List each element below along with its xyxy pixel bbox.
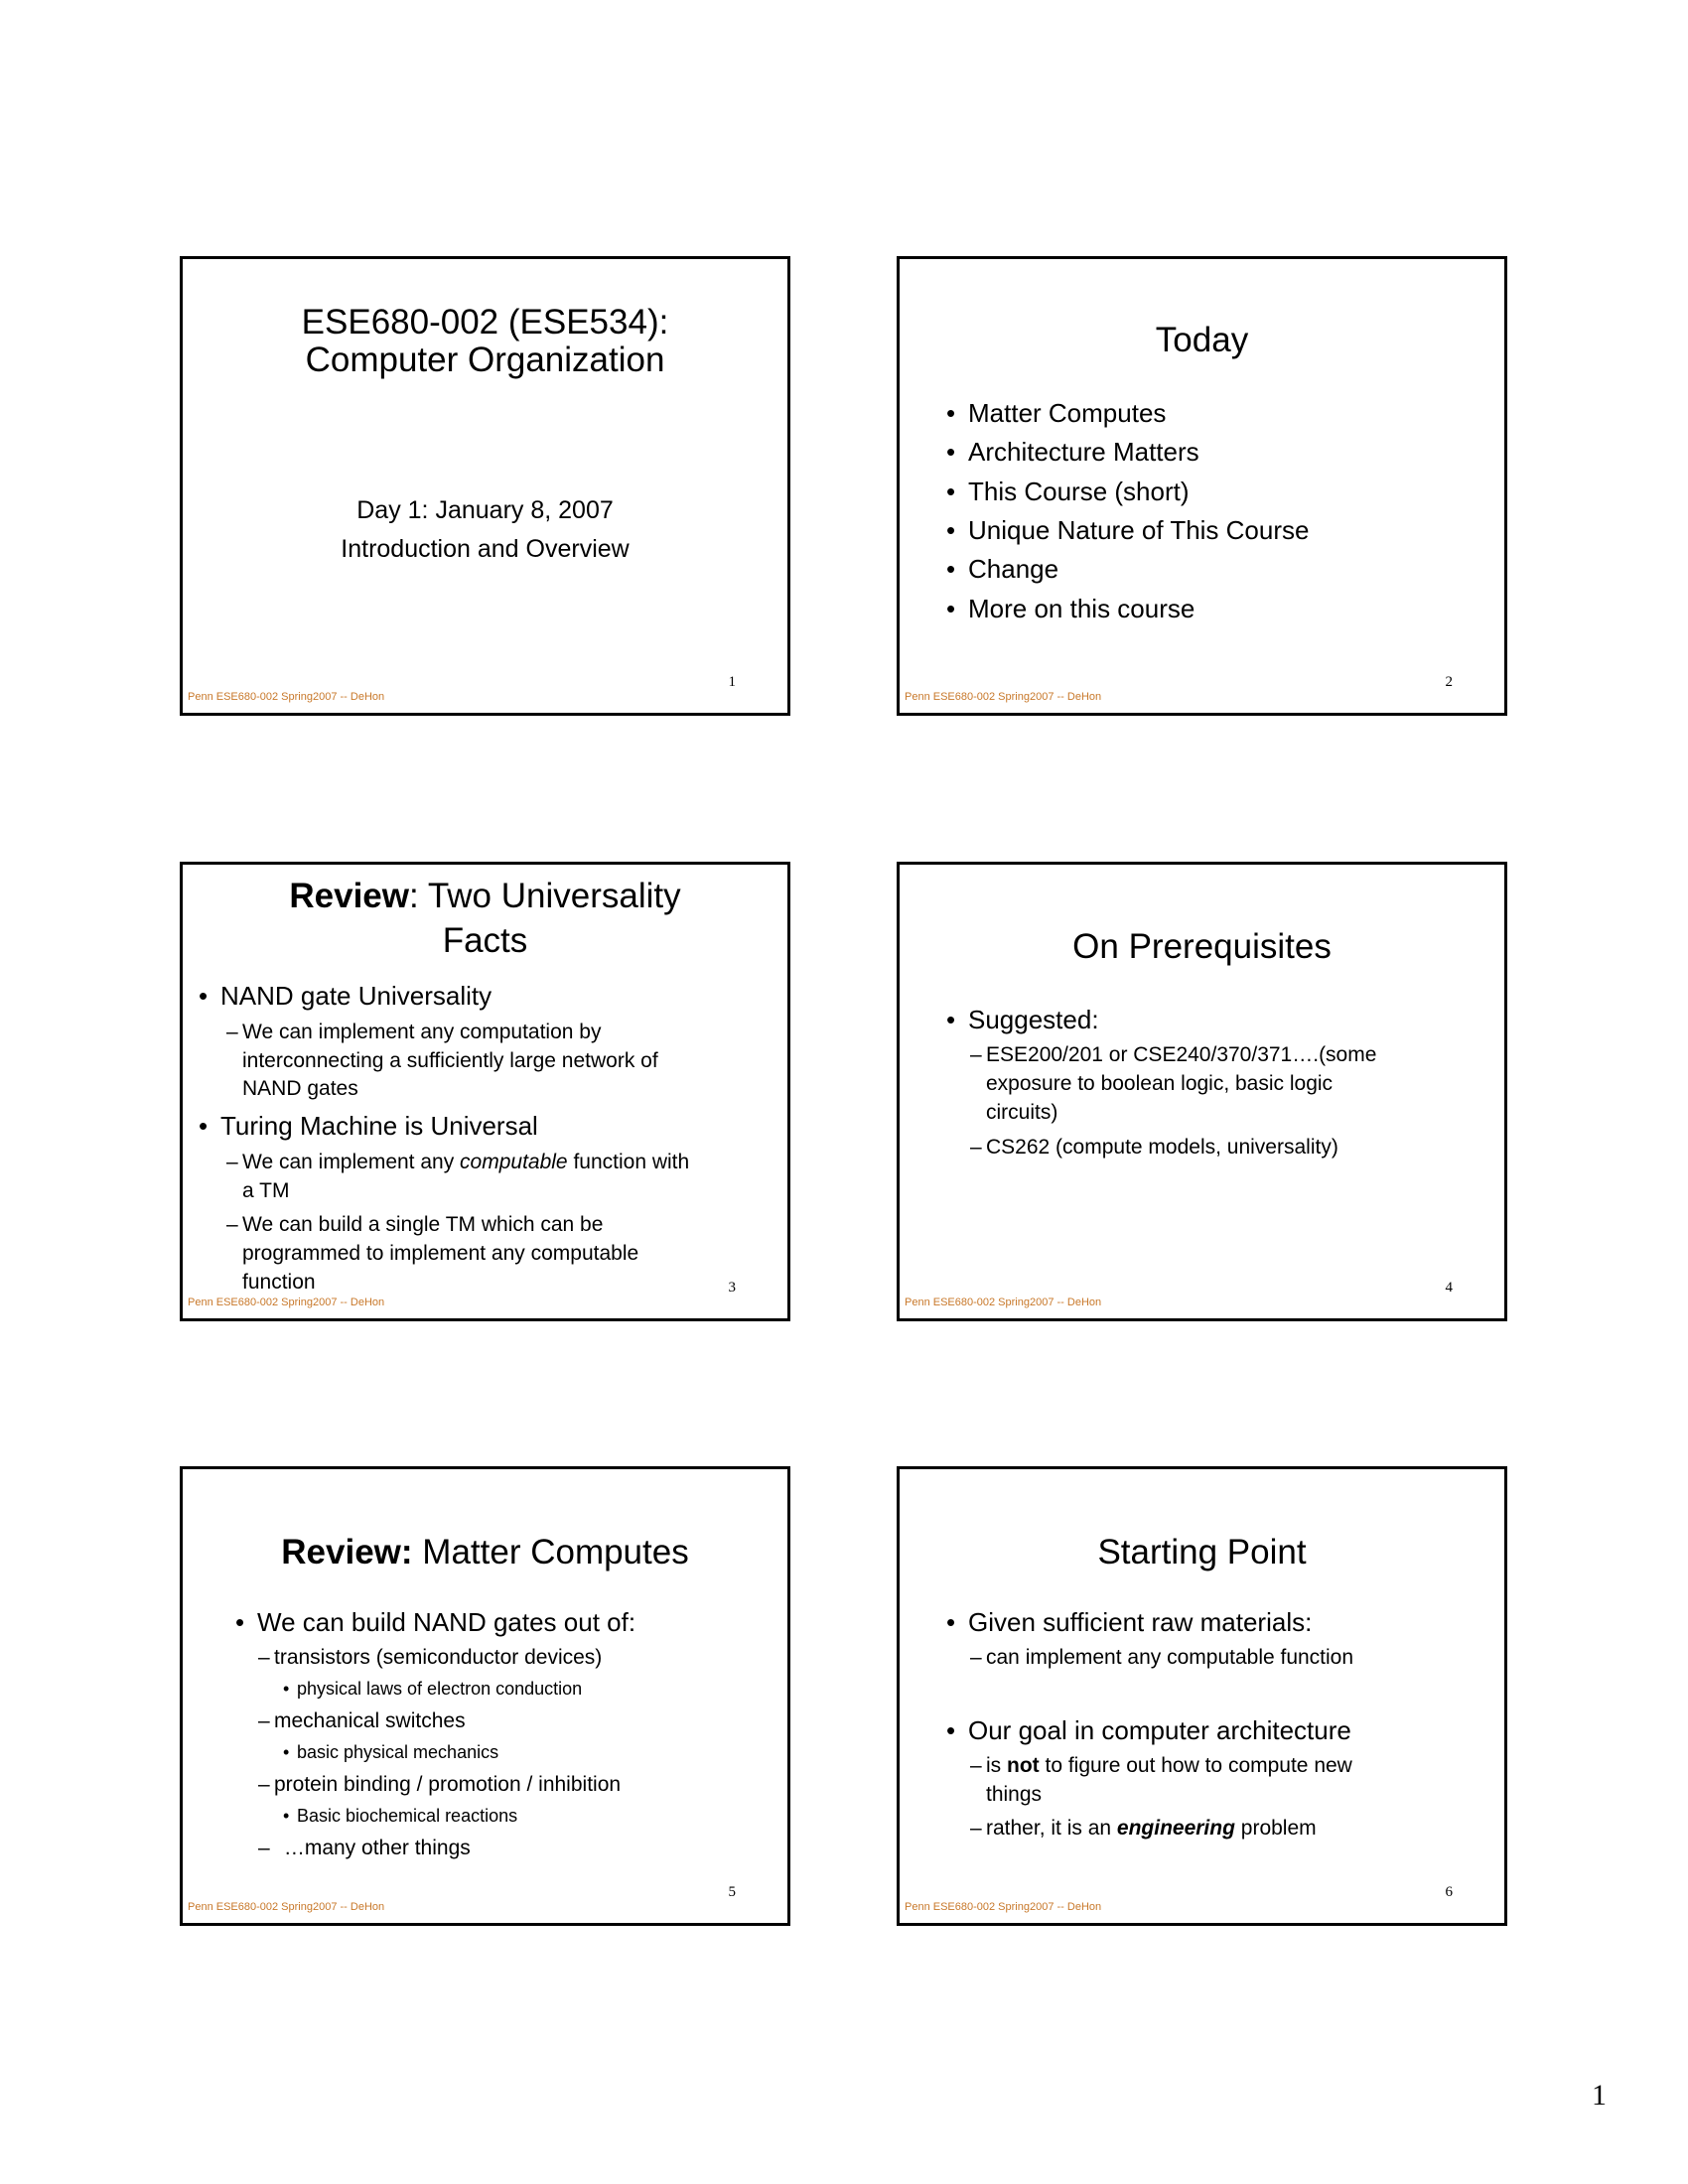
- slide-number: 5: [728, 1884, 736, 1900]
- sub-bullet-item: – rather, it is an engineering problem: [970, 1817, 1317, 1840]
- bullet-item: • Matter Computes: [946, 398, 1167, 428]
- slide-subtitle-topic: Introduction and Overview: [341, 535, 630, 563]
- slide-footer: Penn ESE680-002 Spring2007 -- DeHon: [188, 1901, 385, 1913]
- slide-title: On Prerequisites: [1072, 927, 1332, 966]
- sub-bullet-item: – mechanical switches: [258, 1709, 466, 1732]
- bullet-icon: •: [946, 477, 956, 506]
- sub-bullet-item: – We can implement any computable function with: [226, 1151, 690, 1173]
- sub-bullet-continuation: exposure to boolean logic, basic logic: [986, 1072, 1334, 1095]
- dash-icon: –: [970, 1754, 982, 1777]
- bullet-item: • Architecture Matters: [946, 437, 1199, 467]
- dash-icon: –: [258, 1646, 270, 1669]
- bullet-item: • We can build NAND gates out of:: [235, 1607, 636, 1637]
- bullet-icon: •: [946, 594, 956, 623]
- slide-subtitle-date: Day 1: January 8, 2007: [356, 496, 614, 524]
- bullet-icon: •: [946, 1715, 956, 1745]
- slide-6: [897, 1466, 1507, 1926]
- sub-bullet-item: – We can implement any computation by: [226, 1021, 602, 1043]
- slide-title-line-2: Facts: [442, 921, 528, 960]
- slide-number: 6: [1445, 1884, 1453, 1900]
- sub-bullet-continuation: things: [986, 1783, 1043, 1806]
- bullet-item: • More on this course: [946, 594, 1196, 623]
- sub-bullet-item: – ESE200/201 or CSE240/370/371….(some: [970, 1043, 1377, 1066]
- slide-title-line-1: ESE680-002 (ESE534):: [301, 303, 669, 341]
- dash-icon: –: [226, 1021, 238, 1043]
- bullet-icon: •: [946, 437, 956, 467]
- slide-title-line-1: Review: Two Universality: [289, 877, 681, 915]
- slide-footer: Penn ESE680-002 Spring2007 -- DeHon: [905, 691, 1102, 703]
- sub-sub-bullet-item: • Basic biochemical reactions: [283, 1806, 518, 1826]
- slide-footer: Penn ESE680-002 Spring2007 -- DeHon: [905, 1297, 1102, 1308]
- slide-title: Review: Matter Computes: [281, 1533, 689, 1571]
- dash-icon: –: [970, 1817, 982, 1840]
- slide-footer: Penn ESE680-002 Spring2007 -- DeHon: [188, 1297, 385, 1308]
- bullet-item: • Given sufficient raw materials:: [946, 1607, 1313, 1637]
- sub-bullet-item: – We can build a single TM which can be: [226, 1213, 604, 1236]
- sub-bullet-item: – is not to figure out how to compute new: [970, 1754, 1352, 1777]
- bullet-item: • Turing Machine is Universal: [199, 1111, 538, 1141]
- sub-bullet-continuation: NAND gates: [242, 1077, 358, 1100]
- bullet-icon: •: [946, 1607, 956, 1637]
- bullet-item: • Change: [946, 554, 1059, 584]
- bullet-icon: •: [199, 1111, 209, 1141]
- dash-icon: –: [226, 1151, 238, 1173]
- bullet-icon: •: [283, 1679, 290, 1699]
- bullet-icon: •: [946, 398, 956, 428]
- sub-bullet-continuation: a TM: [242, 1179, 290, 1202]
- sub-bullet-continuation: circuits): [986, 1101, 1058, 1124]
- dash-icon: –: [970, 1136, 982, 1159]
- slide-footer: Penn ESE680-002 Spring2007 -- DeHon: [905, 1901, 1102, 1913]
- bullet-icon: •: [283, 1742, 290, 1762]
- slide-title: Today: [1155, 321, 1249, 359]
- bullet-item: • Our goal in computer architecture: [946, 1715, 1351, 1745]
- dash-icon: –: [258, 1709, 270, 1732]
- sub-bullet-item: – CS262 (compute models, universality): [970, 1136, 1338, 1159]
- page-number: 1: [1592, 2079, 1607, 2112]
- dash-icon: –: [970, 1646, 982, 1669]
- bullet-icon: •: [946, 515, 956, 545]
- bullet-icon: •: [283, 1806, 290, 1826]
- bullet-item: • This Course (short): [946, 477, 1190, 506]
- bullet-item: • Suggested:: [946, 1005, 1099, 1034]
- slide-2: [897, 256, 1507, 716]
- bullet-icon: •: [946, 1005, 956, 1034]
- dash-icon: –: [258, 1837, 270, 1859]
- bullet-icon: •: [946, 554, 956, 584]
- slide-3: [180, 862, 790, 1321]
- slide-4: [897, 862, 1507, 1321]
- slide-title-line-2: Computer Organization: [305, 341, 665, 379]
- bullet-icon: •: [199, 981, 209, 1011]
- bullet-icon: •: [235, 1607, 245, 1637]
- slide-number: 1: [728, 674, 736, 690]
- slide-number: 4: [1445, 1280, 1453, 1296]
- sub-bullet-continuation: function: [242, 1271, 316, 1294]
- sub-sub-bullet-item: • physical laws of electron conduction: [283, 1679, 583, 1699]
- slide-5: [180, 1466, 790, 1926]
- sub-bullet-item: – can implement any computable function: [970, 1646, 1354, 1669]
- sub-bullet-item: – protein binding / promotion / inhibition: [258, 1773, 622, 1796]
- slide-title: Starting Point: [1097, 1533, 1307, 1571]
- bullet-item: • Unique Nature of This Course: [946, 515, 1310, 545]
- sub-bullet-continuation: programmed to implement any computable: [242, 1242, 639, 1265]
- slide-number: 3: [728, 1280, 736, 1296]
- sub-bullet-continuation: interconnecting a sufficiently large network of: [242, 1049, 658, 1072]
- dash-icon: –: [226, 1213, 238, 1236]
- slide-1: [180, 256, 790, 716]
- slide-footer: Penn ESE680-002 Spring2007 -- DeHon: [188, 691, 385, 703]
- dash-icon: –: [970, 1043, 982, 1066]
- bullet-item: • NAND gate Universality: [199, 981, 492, 1011]
- sub-bullet-item: – …many other things: [258, 1837, 471, 1859]
- sub-bullet-item: – transistors (semiconductor devices): [258, 1646, 603, 1669]
- dash-icon: –: [258, 1773, 270, 1796]
- slide-number: 2: [1445, 674, 1453, 690]
- sub-sub-bullet-item: • basic physical mechanics: [283, 1742, 499, 1762]
